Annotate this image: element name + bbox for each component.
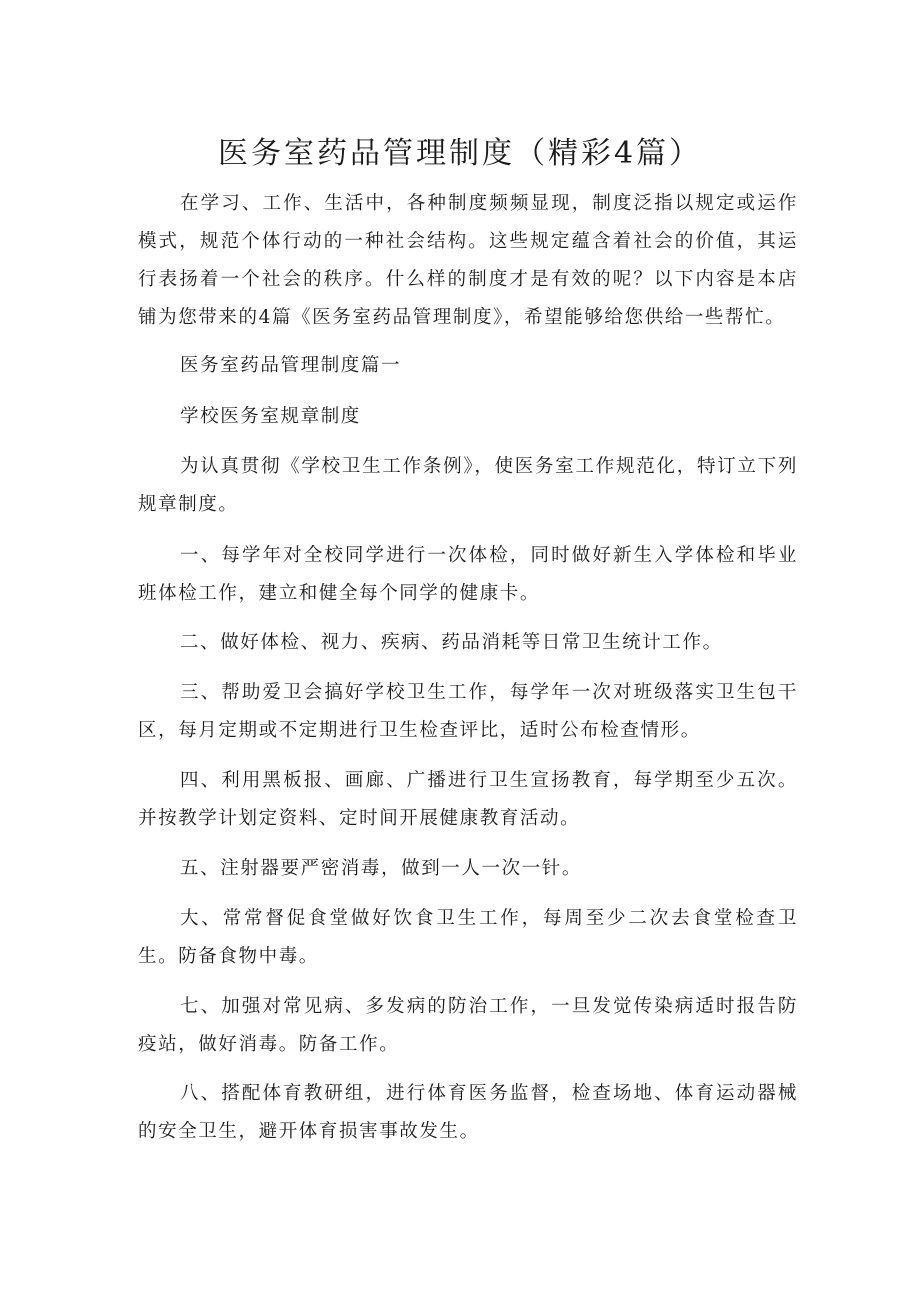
rule-item-4: 四、利用黑板报、画廊、广播进行卫生宣扬教育，每学期至少五次。并按教学计划定资料、定时间开展健康教育活动。 bbox=[138, 770, 798, 829]
document-title: 医务室药品管理制度（精彩4篇） bbox=[217, 136, 703, 172]
section-heading: 医务室药品管理制度篇一 bbox=[180, 355, 402, 376]
subheading: 学校医务室规章制度 bbox=[180, 406, 361, 427]
rule-item-6: 大、常常督促食堂做好饮食卫生工作，每周至少二次去食堂检查卫生。防备食物中毒。 bbox=[138, 908, 798, 967]
rule-item-7: 七、加强对常见病、多发病的防治工作，一旦发觉传染病适时报告防疫站，做好消毒。防备工作。 bbox=[138, 996, 798, 1055]
preamble-paragraph: 为认真贯彻《学校卫生工作条例》，使医务室工作规范化，特订立下列规章制度。 bbox=[138, 456, 798, 515]
rule-item-8: 八、搭配体育教研组，进行体育医务监督，检查场地、体育运动器械的安全卫生，避开体育损害事故发生。 bbox=[138, 1083, 798, 1142]
rule-item-5: 五、注射器要严密消毒，做到一人一次一针。 bbox=[180, 858, 583, 879]
rule-item-3: 三、帮助爱卫会搞好学校卫生工作，每学年一次对班级落实卫生包干区，每月定期或不定期进行卫生检查评比，适时公布检查情形。 bbox=[138, 682, 798, 741]
intro-paragraph: 在学习、工作、生活中，各种制度频频显现，制度泛指以规定或运作模式，规范个体行动的一种社会结构。这些规定蕴含着社会的价值，其运行表扬着一个社会的秩序。什么样的制度才是有效的呢？以下内容是本店铺为您带来的4篇《医务室药品管理制度》，希望能够给您供给一些帮忙。 bbox=[138, 193, 798, 328]
rule-item-2: 二、做好体检、视力、疾病、药品消耗等日常卫生统计工作。 bbox=[180, 632, 723, 653]
rule-item-1: 一、每学年对全校同学进行一次体检，同时做好新生入学体检和毕业班体检工作，建立和健全每个同学的健康卡。 bbox=[138, 545, 798, 604]
